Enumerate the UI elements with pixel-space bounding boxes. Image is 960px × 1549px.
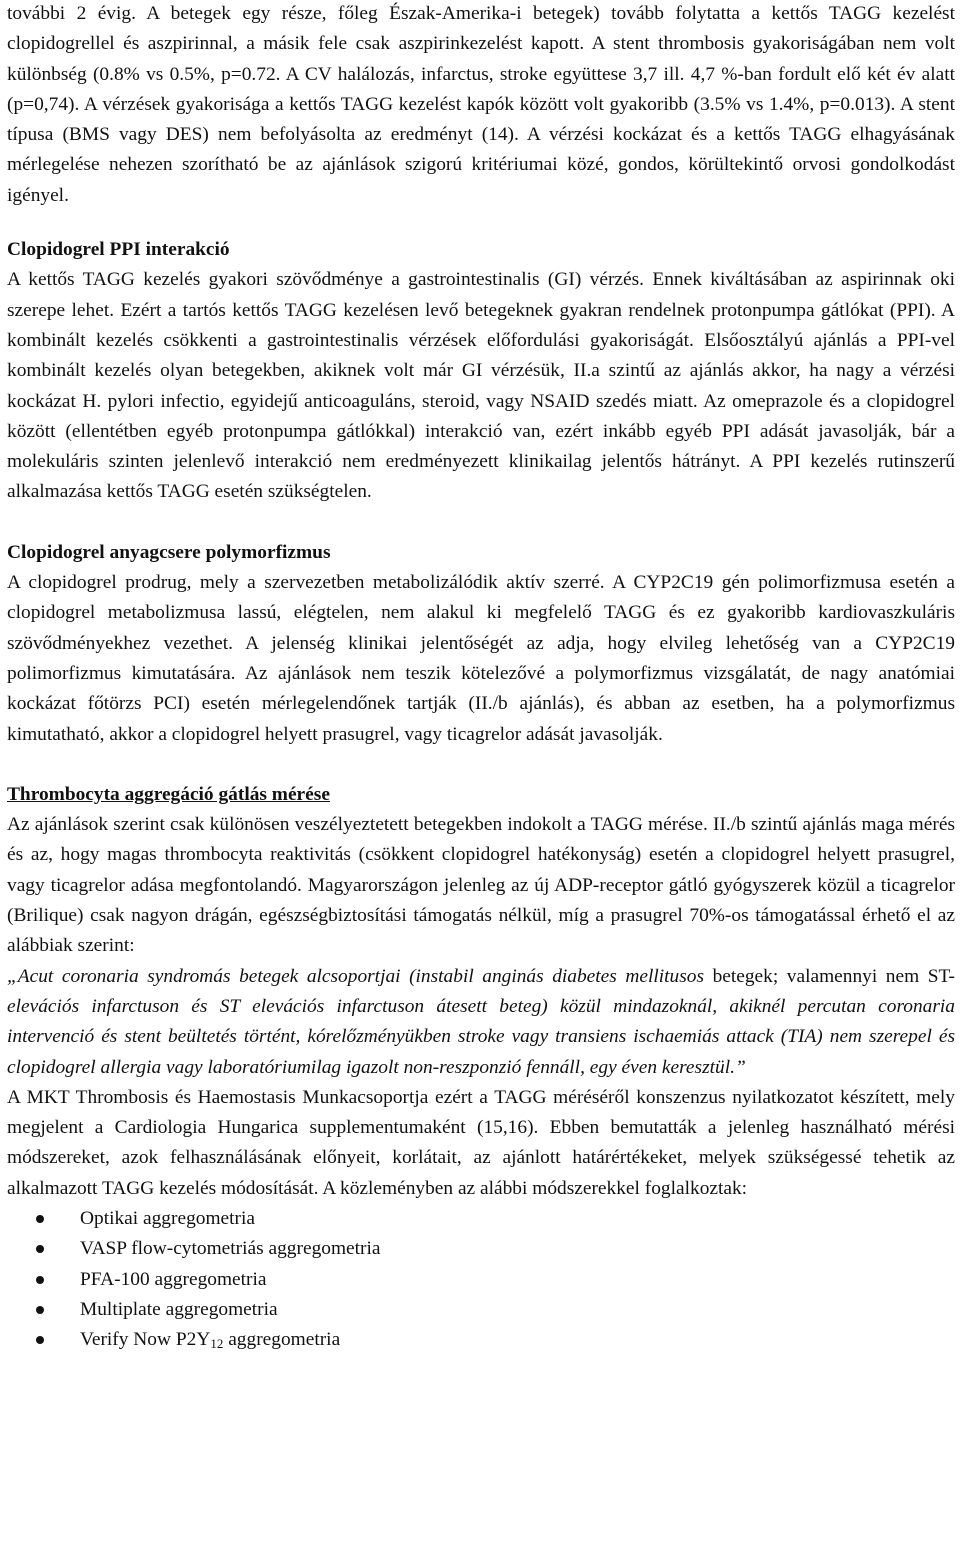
document-page: [7, 0, 955, 1355]
section-heading-polymorphism: Clopidogrel anyagcsere polymorfizmus: [7, 541, 331, 563]
list-item: [7, 1204, 955, 1234]
bullet-icon: [36, 1245, 44, 1253]
measurement-paragraph-1: Az ajánlások szerint csak különösen veszélyeztetett betegekben indokolt a TAGG mérése. II./b szintű ajánlás maga mérés és az, hogy magas thrombocyta reaktivitás (csökkent clopidogrel hatékonyság) esetén a clopidogrel helyett prasugrel, vagy ticagrelor adása megfontolandó. Magyarországon jelenleg az új ADP-receptor gátló gyógyszerek közül a ticagrelor (Brilique) csak nagyon drágán, egészségbiztosítási támogatás nélkül, míg a prasugrel 70%-os támogatással érhető el az alábbiak szerint:: [7, 814, 955, 957]
method-label: Multiplate aggregometria: [80, 1298, 278, 1320]
bullet-icon: [36, 1306, 44, 1314]
ppi-paragraph: A kettős TAGG kezelés gyakori szövődménye a gastrointestinalis (GI) vérzés. Ennek kiváltásában az aspirinnak oki szerepe lehet. Ezért a tartós kettős TAGG kezelésen levő betegeknek gyakran rendelnek protonpumpa gátlókat (PPI). A kombinált kezelés csökkenti a gastrointestinalis vérzések előfordulási gyakoriságát. Elsőosztályú ajánlás a PPI-vel kombinált kezelés olyan betegekben, akiknek volt már GI vérzésük, II.a szintű az ajánlás akkor, ha nagy a vérzési kockázat H. pylori infectio, egyidejű anticoaguláns, steroid, vagy NSAID szedés miatt. Az omeprazole és a clopidogrel között (ellentétben egyéb protonpumpa gátlókkal) interakció van, ezért inkább egyéb PPI adását javasolják, bár a molekuláris szinten jelenlevő interakció nem eredményezett klinikailag jelentős hátrányt. A PPI kezelés rutinszerű alkalmazása kettős TAGG esetén szükségtelen.: [7, 269, 955, 503]
method-label-prefix: Verify Now P2Y: [80, 1329, 211, 1351]
method-label: VASP flow-cytometriás aggregometria: [80, 1238, 381, 1260]
intro-paragraph: további 2 évig. A betegek egy része, főleg Észak-Amerika-i betegek) tovább folytatta a kettős TAGG kezelést clopidogrellel és aszpirinnal, a másik fele csak aszpirinkezelést kapott. A stent thrombosis gyakoriságában nem volt különbség (0.8% vs 0.5%, p=0.72. A CV halálozás, infarctus, stroke együttese 3,7 ill. 4,7 %-ban fordult elő két év alatt (p=0,74). A vérzések gyakorisága a kettős TAGG kezelést kapók között volt gyakoribb (3.5% vs 1.4%, p=0.013). A stent típusa (BMS vagy DES) nem befolyásolta az eredményt (14). A vérzési kockázat és a kettős TAGG elhagyásának mérlegelése nehezen szorítható be az ajánlások szigorú kritériumai közé, gondos, körültekintő orvosi gondolkodást igényel.: [7, 3, 955, 206]
quote-part-1: „Acut coronaria syndromás betegek alcsoportjai (instabil anginás diabetes mellitusos: [7, 965, 705, 987]
section-heading-measurement: Thrombocyta aggregáció gátlás mérése: [7, 783, 330, 805]
list-item: [7, 1295, 955, 1325]
bullet-icon: [36, 1276, 44, 1284]
list-item: [7, 1265, 955, 1295]
polymorphism-paragraph: A clopidogrel prodrug, mely a szervezetben metabolizálódik aktív szerré. A CYP2C19 gén polimorfizmusa esetén a clopidogrel metabolizmusa lassú, elégtelen, nem alakul ki megfelelő TAGG és ez gyakoribb kardiovaszkuláris szövődményekhez vezethet. A jelenség klinikai jelentőségét az adja, hogy elvileg lehetőség van a CYP2C19 polimorfizmus kimutatására. Az ajánlások nem teszik kötelezővé a polymorfizmus vizsgálatát, de nagy anatómiai kockázat főtörzs PCI) esetén mérlegelendőnek tartják (II./b ajánlás), és abban az esetben, ha a polymorfizmus kimutatható, akkor a clopidogrel helyett prasugrel, vagy ticagrelor adását javasolják.: [7, 572, 955, 745]
list-item: [7, 1325, 955, 1355]
quote-part-3: elevációs infarctuson és ST elevációs infarctuson átesett beteg) közül mindazoknál, akiknél percutan coronaria intervenció és stent beültetés történt, kórelőzményükben stroke vagy transiens ischaemiás attack (TIA) nem szerepel és clopidogrel allergia vagy laboratóriumilag igazolt non-reszponzió fennáll, egy éven keresztül.”: [7, 995, 955, 1078]
list-item: [7, 1234, 955, 1264]
measurement-paragraph-2: A MKT Thrombosis és Haemostasis Munkacsoportja ezért a TAGG méréséről konszenzus nyilatkozatot készített, mely megjelent a Cardiologia Hungarica supplementumaként (15,16). Ebben bemutatták a jelenleg használható mérési módszereket, azok felhasználásának előnyeit, korlátait, az ajánlott határértékeket, melyek szükségessé tehetik az alkalmazott TAGG kezelés módosítását. A közleményben az alábbi módszerekkel foglalkoztak:: [7, 1086, 955, 1199]
bullet-icon: [36, 1336, 44, 1344]
method-label: PFA-100 aggregometria: [80, 1268, 267, 1290]
quoted-criteria: [7, 962, 955, 1083]
quote-part-2: betegek; valamennyi nem ST-: [712, 965, 955, 987]
methods-list: [7, 1204, 955, 1355]
method-label-subscript: 12: [210, 1336, 224, 1352]
method-label: Optikai aggregometria: [80, 1207, 255, 1229]
method-label-suffix: aggregometria: [223, 1329, 341, 1351]
section-heading-ppi: Clopidogrel PPI interakció: [7, 239, 230, 261]
bullet-icon: [36, 1215, 44, 1223]
